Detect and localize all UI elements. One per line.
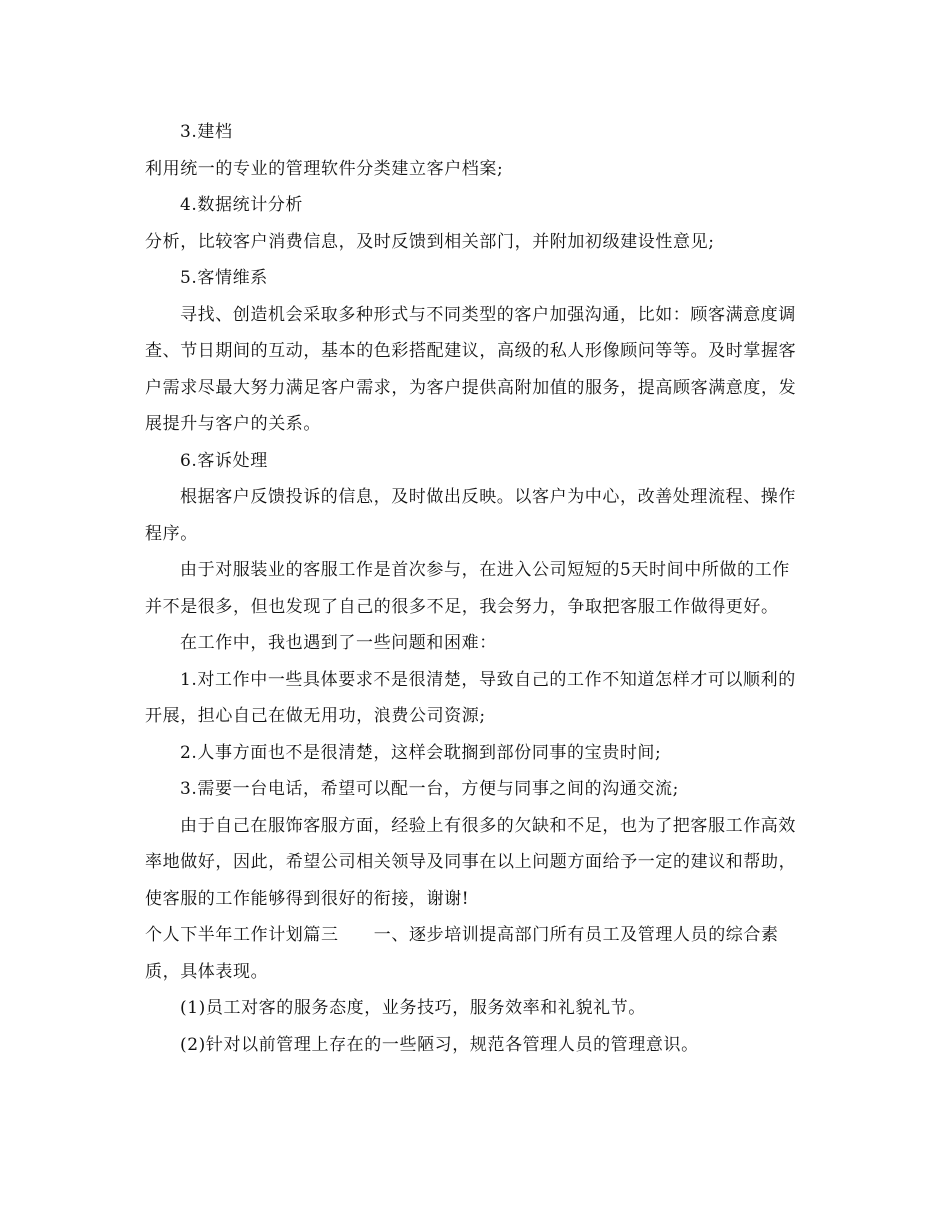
paragraph: 3.需要一台电话，希望可以配一台，方便与同事之间的沟通交流;	[180, 779, 679, 799]
paragraph: 由于自己在服饰客服方面，经验上有很多的欠缺和不足，也为了把客服工作高效率地做好，因此，希望公司相关领导及同事在以上问题方面给予一定的建议和帮助，使客服的工作能够得到很好的衔接，谢谢!	[145, 815, 797, 909]
paragraph: 在工作中，我也遇到了一些问题和困难：	[180, 633, 497, 653]
paragraph: 5.客情维系	[180, 268, 268, 288]
section-heading-paragraph: 个人下半年工作计划篇三 一、逐步培训提高部门所有员工及管理人员的综合素质，具体表现。	[145, 925, 779, 982]
paragraph: 1.对工作中一些具体要求不是很清楚，导致自己的工作不知道怎样才可以顺利的开展，担心自己在做无用功，浪费公司资源;	[145, 669, 796, 726]
paragraph: (1)员工对客的服务态度，业务技巧，服务效率和礼貌礼节。	[180, 998, 646, 1018]
paragraph: (2)针对以前管理上存在的一些陋习，规范各管理人员的管理意识。	[180, 1034, 699, 1055]
paragraph: 2.人事方面也不是很清楚，这样会耽搁到部份同事的宝贵时间;	[180, 742, 662, 763]
document-body	[145, 114, 805, 1063]
paragraph: 根据客户反馈投诉的信息，及时做出反映。以客户为中心，改善处理流程、操作程序。	[145, 487, 796, 544]
paragraph: 6.客诉处理	[180, 450, 268, 471]
paragraph: 寻找、创造机会采取多种形式与不同类型的客户加强沟通，比如：顾客满意度调查、节日期间的互动，基本的色彩搭配建议，高级的私人形像顾问等等。及时掌握客户需求尽最大努力满足客户需求，为客户提供高附加值的服务，提高顾客满意度，发展提升与客户的关系。	[145, 304, 797, 434]
paragraph: 利用统一的专业的管理软件分类建立客户档案;	[145, 158, 504, 179]
paragraph: 分析，比较客户消费信息，及时反馈到相关部门，并附加初级建设性意见;	[145, 231, 715, 252]
paragraph: 由于对服装业的客服工作是首次参与，在进入公司短短的5天时间中所做的工作并不是很多，但也发现了自己的很多不足，我会努力，争取把客服工作做得更好。	[145, 560, 790, 617]
paragraph: 4.数据统计分析	[180, 195, 304, 215]
paragraph: 3.建档	[180, 122, 233, 142]
